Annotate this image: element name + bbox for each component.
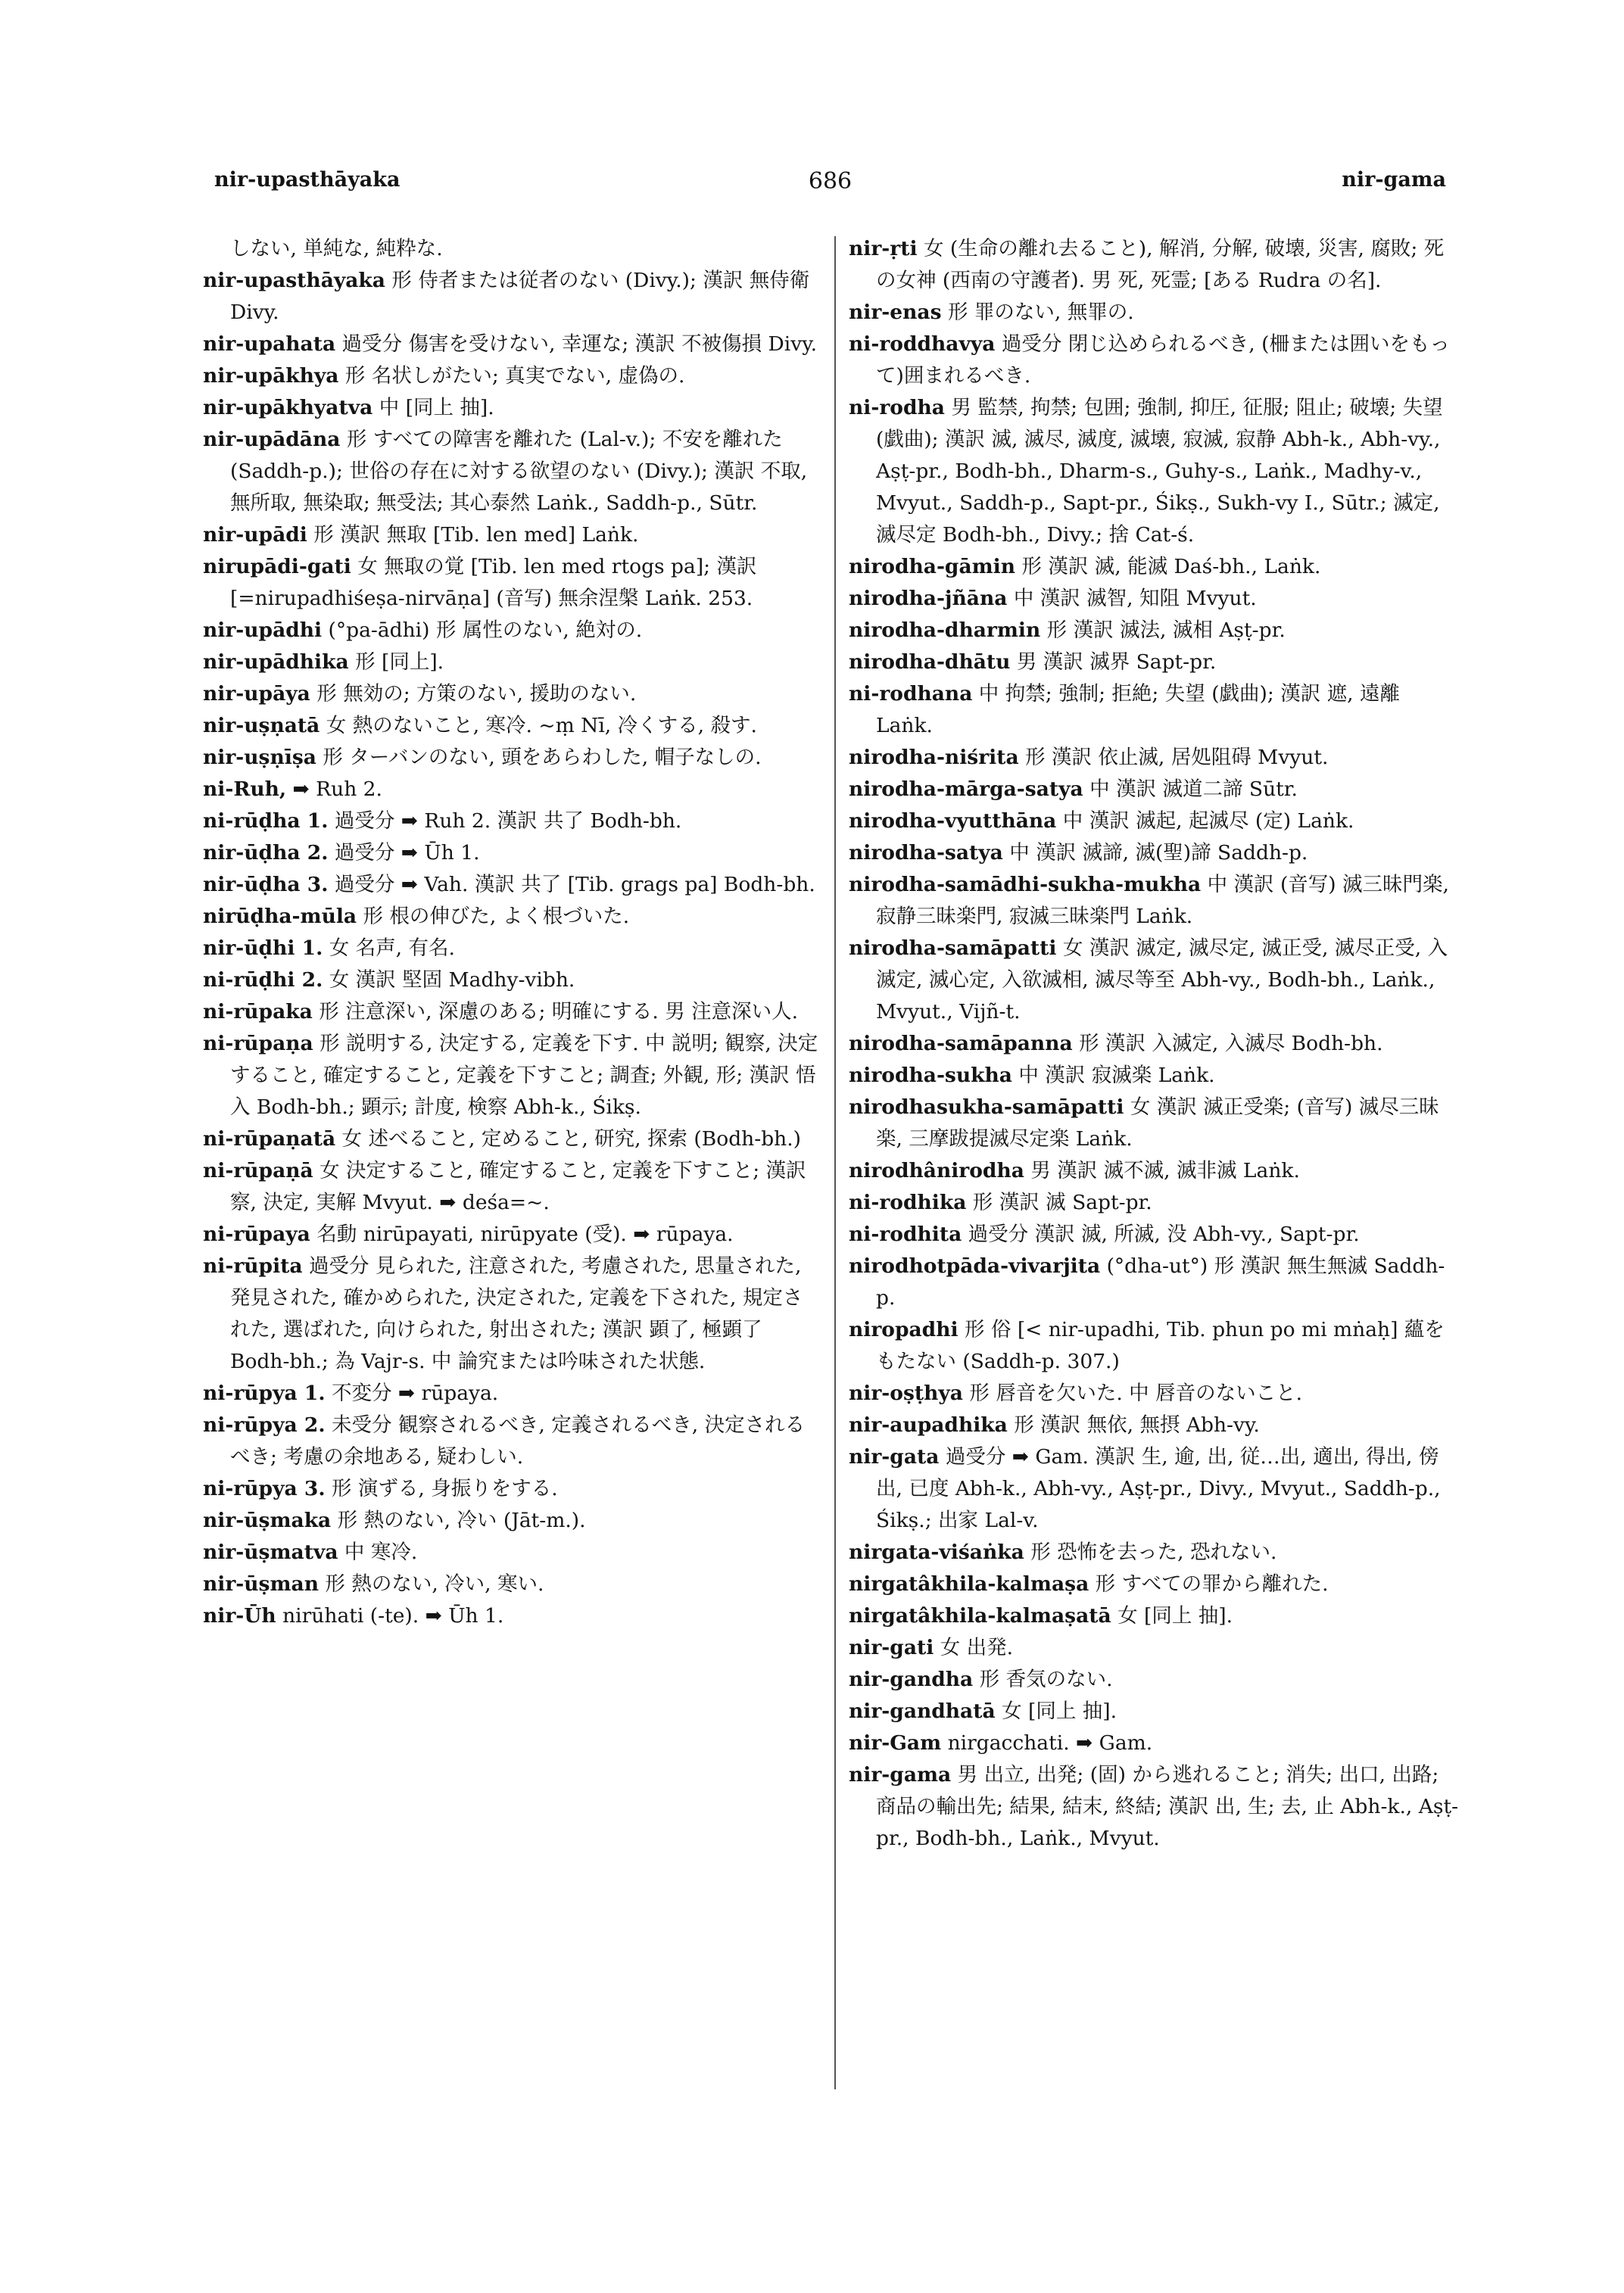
- dictionary-entry: [849, 1092, 1462, 1155]
- entry-headword: nirodha-gāmin: [849, 555, 1016, 578]
- dictionary-entry: [203, 1155, 821, 1219]
- dictionary-entry: [849, 1632, 1462, 1664]
- dictionary-entry: [849, 742, 1462, 774]
- entry-headword: nir-gandha: [849, 1668, 974, 1691]
- dictionary-entry: [849, 297, 1462, 329]
- entry-headword: ni-rodhana: [849, 682, 973, 706]
- entry-definition: ➡ Ruh 2.: [286, 777, 382, 801]
- column-divider: [834, 236, 836, 2089]
- entry-headword: ni-rūḍha 1.: [203, 809, 329, 833]
- dictionary-entry: [849, 1410, 1462, 1441]
- dictionary-entry: [849, 1314, 1462, 1378]
- entry-definition: 形 すべての障害を離れた (Lal-v.); 不安を離れた (Saddh-p.); 世俗の存在に対する欲望のない (Divy.); 漢訳 不取, 無所取, 無染取; 無受法; 其心泰然 Laṅk., Saddh-p., Sūtr.: [230, 428, 808, 515]
- entry-headword: ni-roddhavya: [849, 332, 996, 356]
- entry-headword: nirodha-samāpatti: [849, 936, 1057, 960]
- dictionary-entry: [849, 551, 1462, 583]
- entry-headword: nirgatâkhila-kalmaṣatā: [849, 1604, 1111, 1628]
- dictionary-entry: [203, 837, 821, 869]
- dictionary-entry: [203, 1251, 821, 1378]
- entry-headword: nir-upādhi: [203, 618, 323, 642]
- header-left-headword: nir-upasthāyaka: [214, 168, 401, 192]
- entry-definition: 中 寒冷.: [338, 1541, 418, 1564]
- entry-headword: nirgata-viśaṅka: [849, 1541, 1024, 1564]
- entry-definition: 形 香気のない.: [973, 1668, 1113, 1691]
- dictionary-entry: [849, 1759, 1462, 1855]
- dictionary-entry: [849, 615, 1462, 646]
- entry-definition: nirūhati (-te). ➡ Ūh 1.: [276, 1604, 504, 1628]
- dictionary-entry: [203, 424, 821, 519]
- entry-definition: 形 すべての罪から離れた.: [1089, 1572, 1329, 1596]
- entry-definition: 中 漢訳 寂滅楽 Laṅk.: [1011, 1064, 1215, 1087]
- entry-definition: 形 ターバンのない, 頭をあらわした, 帽子なしの.: [316, 746, 762, 769]
- entry-definition: 女 漢訳 滅定, 滅尽定, 滅正受, 滅尽正受, 入滅定, 滅心定, 入欲滅相, 滅尽等至 Abh-vy., Bodh-bh., Laṅk., Mvyut., Vijñ-t.: [876, 936, 1448, 1023]
- left-column: [203, 233, 821, 1632]
- entry-definition: 女 無取の覚 [Tib. len med rtogs pa]; 漢訳 [=nirupadhiśeṣa-nirvāṇa] (音写) 無余涅槃 Laṅk. 253.: [230, 555, 757, 610]
- dictionary-entry: [849, 1728, 1462, 1759]
- entry-headword: ni-rūpya 2.: [203, 1413, 326, 1437]
- entry-definition: 中 [同上 抽].: [372, 396, 494, 419]
- entry-definition: 形 熱のない, 冷い, 寒い.: [318, 1572, 544, 1596]
- entry-definition: 過受分 傷害を受けない, 幸運な; 漢訳 不被傷損 Divy.: [335, 332, 818, 356]
- dictionary-entry: [849, 233, 1462, 297]
- entry-headword: nir-upasthāyaka: [203, 269, 385, 292]
- dictionary-entry: [203, 551, 821, 615]
- entry-definition: 中 漢訳 (音写) 滅三昧門楽, 寂静三昧楽門, 寂滅三昧楽門 Laṅk.: [876, 873, 1449, 928]
- dictionary-entry: [203, 964, 821, 996]
- entry-headword: nir-upādhika: [203, 650, 349, 674]
- dictionary-entry: [203, 233, 821, 265]
- entry-headword: nir-ūṣman: [203, 1572, 319, 1596]
- dictionary-entry: [203, 805, 821, 837]
- dictionary-entry: [203, 1123, 821, 1155]
- entry-definition: 女 出発.: [934, 1636, 1014, 1659]
- entry-definition: 形 熱のない, 冷い (Jāt-m.).: [331, 1509, 586, 1532]
- entry-definition: 女 (生命の離れ去ること), 解消, 分解, 破壊, 災害, 腐敗; 死の女神 (西南の守護者). 男 死, 死霊; [ある Rudra の名].: [876, 237, 1445, 292]
- entry-headword: nir-upākhya: [203, 364, 339, 388]
- dictionary-entry: [849, 1155, 1462, 1187]
- entry-definition: 形 俗 [< nir-upadhi, Tib. phun po mi mṅaḥ] 蘊をもたない (Saddh-p. 307.): [876, 1318, 1445, 1373]
- dictionary-entry: [849, 805, 1462, 837]
- entry-headword: ni-rūḍhi 2.: [203, 968, 323, 992]
- entry-definition: 不変分 ➡ rūpaya.: [325, 1382, 499, 1405]
- entry-headword: nir-gandhatā: [849, 1699, 996, 1723]
- entry-headword: ni-Ruh,: [203, 777, 287, 801]
- entry-definition: 中 漢訳 滅諦, 滅(聖)諦 Saddh-p.: [1002, 841, 1308, 865]
- entry-definition: 女 [同上 抽].: [995, 1699, 1117, 1723]
- entry-definition: 中 漢訳 滅道二諦 Sūtr.: [1083, 777, 1298, 801]
- entry-headword: nir-ūḍha 2.: [203, 841, 329, 865]
- entry-definition: 男 監禁, 拘禁; 包囲; 強制, 抑圧, 征服; 阻止; 破壊; 失望 (戯曲); 漢訳 滅, 滅尽, 滅度, 滅壊, 寂滅, 寂静 Abh-k., Abh-vy., Aṣṭ-pr., Bodh-bh., Dharm-s., Guhy-s., Laṅk., Madhy-v., Mvyut., Saddh-p., Sapt-pr., Śikṣ., Sukh-vy I., Sūtr.; 滅定, 滅尽定 Bodh-bh., Divy.; 捨 Cat-ś.: [876, 396, 1443, 547]
- entry-definition: 中 漢訳 滅智, 知阻 Mvyut.: [1007, 587, 1257, 610]
- dictionary-entry: [849, 1028, 1462, 1060]
- entry-headword: nir-Ūh: [203, 1604, 276, 1628]
- entry-definition: 男 出立, 出発; (固) から逃れること; 消失; 出口, 出路; 商品の輸出先; 結果, 結末, 終結; 漢訳 出, 生; 去, 止 Abh-k., Aṣṭ-pr., Bodh-bh., Laṅk., Mvyut.: [876, 1763, 1459, 1850]
- entry-headword: nirodha-vyutthāna: [849, 809, 1057, 833]
- entry-definition: 女 漢訳 滅正受楽; (音写) 滅尽三昧楽, 三摩跋提滅尽定楽 Laṅk.: [876, 1095, 1439, 1151]
- entry-definition: 過受分 漢訳 滅, 所滅, 没 Abh-vy., Sapt-pr.: [962, 1223, 1360, 1246]
- entry-definition: 形 漢訳 無取 [Tib. len med] Laṅk.: [307, 523, 639, 547]
- dictionary-entry: [849, 1219, 1462, 1251]
- dictionary-entry: [203, 1569, 821, 1600]
- entry-definition: 形 注意深い, 深慮のある; 明確にする. 男 注意深い人.: [312, 1000, 799, 1023]
- entry-headword: nir-uṣṇīṣa: [203, 746, 316, 769]
- entry-headword: nir-gama: [849, 1763, 952, 1787]
- entry-headword: nir-upādi: [203, 523, 307, 547]
- dictionary-entry: [849, 1600, 1462, 1632]
- entry-headword: nir-upahata: [203, 332, 336, 356]
- dictionary-entry: [203, 933, 821, 964]
- entry-definition: (°dha-ut°) 形 漢訳 無生無滅 Saddh-p.: [876, 1254, 1445, 1310]
- entry-definition: 名動 nirūpayati, nirūpyate (受). ➡ rūpaya.: [310, 1223, 734, 1246]
- entry-definition: 過受分 ➡ Gam. 漢訳 生, 逾, 出, 従…出, 適出, 得出, 傍出, 已度 Abh-k., Abh-vy., Aṣṭ-pr., Divy., Mvyut., Saddh-p., Śikṣ.; 出家 Lal-v.: [876, 1445, 1441, 1532]
- dictionary-entry: [849, 933, 1462, 1028]
- entry-headword: nir-gati: [849, 1636, 934, 1659]
- entry-headword: nirgatâkhila-kalmaṣa: [849, 1572, 1089, 1596]
- entry-headword: ni-rūpaya: [203, 1223, 310, 1246]
- entry-definition: 女 述べること, 定めること, 研究, 探索 (Bodh-bh.): [335, 1127, 801, 1151]
- entry-headword: nir-ūṣmatva: [203, 1541, 338, 1564]
- entry-definition: 形 無効の; 方策のない, 援助のない.: [310, 682, 637, 706]
- entry-headword: nir-ūṣmaka: [203, 1509, 332, 1532]
- entry-definition: 形 漢訳 滅 Sapt-pr.: [966, 1191, 1152, 1214]
- dictionary-entry: [849, 329, 1462, 392]
- dictionary-entry: [849, 583, 1462, 615]
- entry-definition: 男 漢訳 滅不滅, 滅非滅 Laṅk.: [1024, 1159, 1300, 1182]
- dictionary-entry: [203, 996, 821, 1028]
- entry-headword: nir-ṛti: [849, 237, 918, 260]
- entry-definition: 中 拘禁; 強制; 拒絶; 失望 (戯曲); 漢訳 遮, 遠離 Laṅk.: [876, 682, 1401, 737]
- entry-headword: nirupādi-gati: [203, 555, 351, 578]
- entry-headword: nir-oṣṭhya: [849, 1382, 963, 1405]
- dictionary-entry: [203, 392, 821, 424]
- entry-headword: nirodha-dharmin: [849, 618, 1041, 642]
- entry-definition: 形 説明する, 決定する, 定義を下す. 中 説明; 観察, 決定すること, 確定すること, 定義を下すこと; 調査; 外観, 形; 漢訳 悟入 Bodh-bh.; 顕示; 計度, 検察 Abh-k., Śikṣ.: [230, 1032, 818, 1119]
- entry-headword: nir-upādāna: [203, 428, 341, 451]
- entry-headword: nirodha-jñāna: [849, 587, 1008, 610]
- dictionary-entry: [849, 837, 1462, 869]
- dictionary-entry: [849, 646, 1462, 678]
- dictionary-entry: [849, 1537, 1462, 1569]
- right-column: [849, 233, 1462, 1855]
- dictionary-entry: [849, 1251, 1462, 1314]
- dictionary-entry: [849, 1060, 1462, 1092]
- header-right-headword: nir-gama: [1342, 168, 1446, 192]
- entry-definition: しない, 単純な, 純粋な.: [230, 237, 443, 260]
- dictionary-entry: [203, 710, 821, 742]
- entry-headword: ni-rūpaṇā: [203, 1159, 313, 1182]
- entry-headword: nirodha-sukha: [849, 1064, 1012, 1087]
- dictionary-entry: [203, 1410, 821, 1473]
- entry-definition: (°pa-ādhi) 形 属性のない, 絶対の.: [322, 618, 643, 642]
- entry-headword: ni-rūpaṇatā: [203, 1127, 336, 1151]
- dictionary-entry: [849, 1696, 1462, 1728]
- entry-headword: nir-Gam: [849, 1731, 942, 1755]
- entry-definition: 過受分 ➡ Ūh 1.: [328, 841, 480, 865]
- dictionary-entry: [203, 1505, 821, 1537]
- dictionary-entry: [849, 1664, 1462, 1696]
- entry-headword: ni-rodha: [849, 396, 945, 419]
- entry-headword: ni-rūpaka: [203, 1000, 313, 1023]
- entry-headword: ni-rūpya 3.: [203, 1477, 326, 1500]
- entry-definition: 中 漢訳 滅起, 起滅尽 (定) Laṅk.: [1056, 809, 1354, 833]
- entry-definition: 男 漢訳 滅界 Sapt-pr.: [1010, 650, 1217, 674]
- entry-headword: ni-rūpita: [203, 1254, 303, 1278]
- entry-definition: 過受分 見られた, 注意された, 考慮された, 思量された, 発見された, 確かめられた, 決定された, 定義を下された, 規定された, 選ばれた, 向けられた, 射出された; 漢訳 顕了, 極顕了 Bodh-bh.; 為 Vajr-s. 中 論究または吟味された状態.: [230, 1254, 803, 1373]
- entry-definition: 女 決定すること, 確定すること, 定義を下すこと; 漢訳 察, 決定, 実解 Mvyut. ➡ deśa=~.: [230, 1159, 806, 1214]
- entry-headword: nir-gata: [849, 1445, 940, 1469]
- dictionary-entry: [203, 774, 821, 805]
- entry-headword: nir-uṣṇatā: [203, 714, 320, 737]
- entry-headword: nirodhânirodha: [849, 1159, 1024, 1182]
- entry-headword: nirodha-dhātu: [849, 650, 1011, 674]
- dictionary-entry: [849, 774, 1462, 805]
- entry-definition: 形 漢訳 滅法, 滅相 Aṣṭ-pr.: [1040, 618, 1286, 642]
- page-header: [214, 168, 1446, 204]
- entry-headword: ni-rūpya 1.: [203, 1382, 326, 1405]
- entry-definition: 過受分 閉じ込められるべき, (柵または囲いをもって)囲まれるべき.: [876, 332, 1450, 388]
- page-number: 686: [808, 168, 853, 195]
- entry-definition: 形 罪のない, 無罪の.: [941, 301, 1134, 324]
- entry-definition: 形 演ずる, 身振りをする.: [325, 1477, 558, 1500]
- entry-definition: 形 漢訳 滅, 能滅 Daś-bh., Laṅk.: [1015, 555, 1321, 578]
- entry-headword: nir-aupadhika: [849, 1413, 1008, 1437]
- dictionary-entry: [203, 1537, 821, 1569]
- entry-headword: nirodha-mārga-satya: [849, 777, 1083, 801]
- entry-headword: ni-rodhika: [849, 1191, 967, 1214]
- entry-headword: nirodha-satya: [849, 841, 1003, 865]
- entry-headword: nir-enas: [849, 301, 942, 324]
- entry-headword: nirodha-niśrita: [849, 746, 1019, 769]
- dictionary-entry: [203, 360, 821, 392]
- dictionary-entry: [849, 1187, 1462, 1219]
- entry-definition: 形 漢訳 無依, 無摂 Abh-vy.: [1007, 1413, 1260, 1437]
- entry-headword: nir-upākhyatva: [203, 396, 373, 419]
- entry-definition: 形 根の伸びた, よく根づいた.: [357, 905, 630, 928]
- dictionary-entry: [203, 329, 821, 360]
- entry-definition: 女 [同上 抽].: [1111, 1604, 1233, 1628]
- dictionary-entry: [849, 678, 1462, 742]
- entry-definition: 女 名声, 有名.: [323, 936, 455, 960]
- entry-headword: nirodhotpāda-vivarjita: [849, 1254, 1101, 1278]
- dictionary-entry: [203, 615, 821, 646]
- entry-definition: 形 名状しがたい; 真実でない, 虚偽の.: [338, 364, 685, 388]
- dictionary-entry: [849, 869, 1462, 933]
- dictionary-entry: [203, 646, 821, 678]
- dictionary-entry: [849, 1569, 1462, 1600]
- entry-headword: nir-upāya: [203, 682, 310, 706]
- entry-definition: 形 侍者または従者のない (Divy.); 漢訳 無侍衛 Divy.: [230, 269, 810, 324]
- dictionary-entry: [203, 742, 821, 774]
- entry-headword: nirodhasukha-samāpatti: [849, 1095, 1124, 1119]
- entry-headword: ni-rodhita: [849, 1223, 962, 1246]
- entry-headword: nirodha-samādhi-sukha-mukha: [849, 873, 1202, 896]
- entry-definition: 形 唇音を欠いた. 中 唇音のないこと.: [962, 1382, 1303, 1405]
- dictionary-entry: [203, 519, 821, 551]
- dictionary-entry: [203, 1600, 821, 1632]
- entry-headword: ni-rūpaṇa: [203, 1032, 313, 1055]
- dictionary-entry: [203, 901, 821, 933]
- dictionary-entry: [203, 869, 821, 901]
- entry-definition: 過受分 ➡ Vah. 漢訳 共了 [Tib. grags pa] Bodh-bh.: [328, 873, 815, 896]
- entry-definition: 形 [同上].: [348, 650, 444, 674]
- dictionary-entry: [203, 678, 821, 710]
- entry-headword: nirodha-samāpanna: [849, 1032, 1073, 1055]
- entry-definition: 未受分 観察されるべき, 定義されるべき, 決定されるべき; 考慮の余地ある, 疑わしい.: [230, 1413, 806, 1469]
- entry-definition: 女 熱のないこと, 寒冷. ~ṃ Nī, 冷くする, 殺す.: [320, 714, 757, 737]
- entry-headword: nirūḍha-mūla: [203, 905, 357, 928]
- dictionary-entry: [203, 265, 821, 329]
- entry-definition: 形 恐怖を去った, 恐れない.: [1024, 1541, 1277, 1564]
- entry-headword: nir-ūḍhi 1.: [203, 936, 323, 960]
- dictionary-entry: [203, 1473, 821, 1505]
- entry-headword: nir-ūḍha 3.: [203, 873, 329, 896]
- entry-headword: niropadhi: [849, 1318, 959, 1341]
- dictionary-entry: [203, 1219, 821, 1251]
- dictionary-entry: [849, 1378, 1462, 1410]
- entry-definition: 過受分 ➡ Ruh 2. 漢訳 共了 Bodh-bh.: [328, 809, 682, 833]
- entry-definition: 形 漢訳 依止滅, 居処阻碍 Mvyut.: [1018, 746, 1329, 769]
- dictionary-entry: [203, 1378, 821, 1410]
- entry-definition: 形 漢訳 入滅定, 入滅尽 Bodh-bh.: [1072, 1032, 1383, 1055]
- entry-definition: 女 漢訳 堅固 Madhy-vibh.: [323, 968, 575, 992]
- dictionary-entry: [849, 392, 1462, 551]
- dictionary-entry: [849, 1441, 1462, 1537]
- dictionary-entry: [203, 1028, 821, 1123]
- entry-definition: nirgacchati. ➡ Gam.: [941, 1731, 1153, 1755]
